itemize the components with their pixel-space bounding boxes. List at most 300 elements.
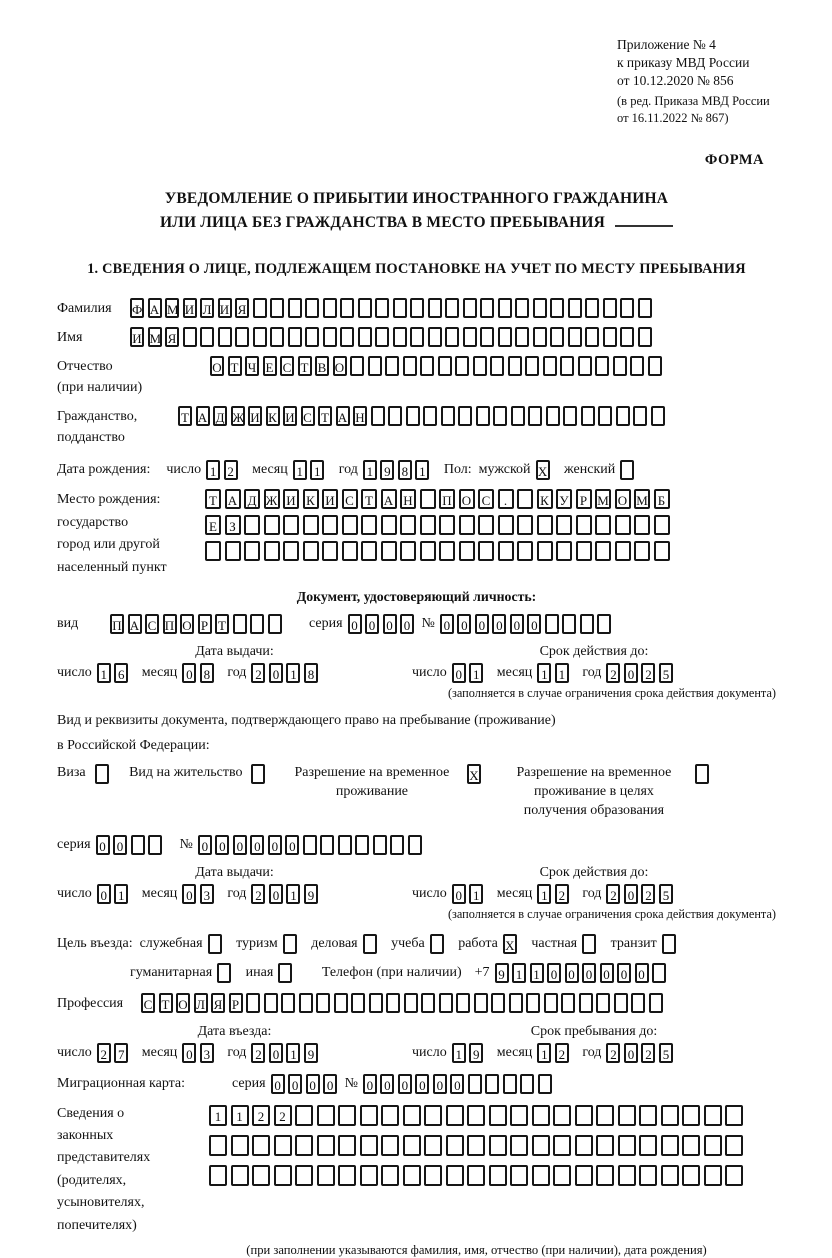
form-cell[interactable]: И xyxy=(218,298,232,318)
digit-cell[interactable]: 0 xyxy=(624,1043,638,1063)
form-cell[interactable] xyxy=(634,515,650,535)
form-cell[interactable]: 0 xyxy=(198,835,212,855)
form-cell[interactable] xyxy=(338,1135,356,1156)
digit-cell[interactable]: 2 xyxy=(251,884,265,904)
form-cell[interactable] xyxy=(253,327,267,347)
form-cell[interactable]: Р xyxy=(198,614,212,634)
digit-cell[interactable]: 0 xyxy=(182,884,196,904)
form-cell[interactable]: В xyxy=(315,356,329,376)
form-cell[interactable] xyxy=(288,298,302,318)
form-cell[interactable] xyxy=(503,1074,517,1094)
form-cell[interactable]: С xyxy=(145,614,159,634)
form-cell[interactable] xyxy=(550,298,564,318)
form-cell[interactable] xyxy=(498,541,514,561)
form-cell[interactable] xyxy=(264,993,278,1013)
form-cell[interactable] xyxy=(517,541,533,561)
digit-cell[interactable]: 1 xyxy=(286,663,300,683)
digit-cell[interactable]: 1 xyxy=(469,884,483,904)
form-cell[interactable] xyxy=(596,1105,614,1126)
form-cell[interactable]: П xyxy=(110,614,124,634)
digit-cell[interactable]: 8 xyxy=(200,663,214,683)
form-cell[interactable] xyxy=(420,515,436,535)
form-cell[interactable]: Т xyxy=(318,406,332,426)
form-cell[interactable]: 1 xyxy=(512,963,526,983)
digit-cell[interactable]: 9 xyxy=(469,1043,483,1063)
form-cell[interactable] xyxy=(424,1135,442,1156)
form-cell[interactable] xyxy=(532,1135,550,1156)
form-cell[interactable] xyxy=(553,1165,571,1186)
form-cell[interactable] xyxy=(317,1135,335,1156)
form-cell[interactable] xyxy=(618,1135,636,1156)
form-cell[interactable]: 0 xyxy=(285,835,299,855)
form-cell[interactable]: 0 xyxy=(600,963,614,983)
digit-cell[interactable]: 2 xyxy=(555,884,569,904)
form-cell[interactable] xyxy=(381,1165,399,1186)
form-cell[interactable] xyxy=(317,1165,335,1186)
digit-cell[interactable]: 2 xyxy=(606,1043,620,1063)
digit-cell[interactable]: 1 xyxy=(310,460,324,480)
form-cell[interactable]: Т xyxy=(205,489,221,509)
form-cell[interactable]: Т xyxy=(298,356,312,376)
form-cell[interactable]: И xyxy=(283,406,297,426)
form-cell[interactable] xyxy=(553,1105,571,1126)
form-cell[interactable] xyxy=(438,356,452,376)
form-cell[interactable] xyxy=(385,356,399,376)
form-cell[interactable] xyxy=(455,356,469,376)
digit-cell[interactable]: 2 xyxy=(641,884,655,904)
form-cell[interactable] xyxy=(654,515,670,535)
digit-cell[interactable]: 0 xyxy=(269,884,283,904)
checkbox-cell[interactable] xyxy=(363,934,377,954)
form-cell[interactable] xyxy=(478,515,494,535)
form-cell[interactable] xyxy=(350,356,364,376)
form-cell[interactable] xyxy=(445,327,459,347)
form-cell[interactable] xyxy=(575,1135,593,1156)
form-cell[interactable]: И xyxy=(248,406,262,426)
form-cell[interactable] xyxy=(595,356,609,376)
form-cell[interactable] xyxy=(358,327,372,347)
digit-cell[interactable]: 1 xyxy=(537,884,551,904)
form-cell[interactable] xyxy=(473,356,487,376)
form-cell[interactable] xyxy=(508,356,522,376)
digit-cell[interactable]: 2 xyxy=(251,663,265,683)
digit-cell[interactable]: 1 xyxy=(537,663,551,683)
digit-cell[interactable]: 1 xyxy=(555,663,569,683)
form-cell[interactable]: 0 xyxy=(400,614,414,634)
form-cell[interactable] xyxy=(639,1135,657,1156)
digit-cell[interactable]: 1 xyxy=(97,663,111,683)
form-cell[interactable]: К xyxy=(537,489,553,509)
form-cell[interactable] xyxy=(406,406,420,426)
form-cell[interactable] xyxy=(320,835,334,855)
form-cell[interactable] xyxy=(661,1105,679,1126)
form-cell[interactable]: Е xyxy=(205,515,221,535)
form-cell[interactable] xyxy=(544,993,558,1013)
form-cell[interactable] xyxy=(467,1105,485,1126)
form-cell[interactable]: 0 xyxy=(440,614,454,634)
form-cell[interactable]: 0 xyxy=(635,963,649,983)
digit-cell[interactable]: 3 xyxy=(200,884,214,904)
form-cell[interactable] xyxy=(420,541,436,561)
form-cell[interactable] xyxy=(476,406,490,426)
form-cell[interactable] xyxy=(388,406,402,426)
form-cell[interactable] xyxy=(305,327,319,347)
form-cell[interactable] xyxy=(561,993,575,1013)
form-cell[interactable] xyxy=(532,1165,550,1186)
form-cell[interactable] xyxy=(528,406,542,426)
form-cell[interactable] xyxy=(458,406,472,426)
form-cell[interactable] xyxy=(361,541,377,561)
form-cell[interactable]: Ж xyxy=(231,406,245,426)
form-cell[interactable] xyxy=(562,614,576,634)
form-cell[interactable] xyxy=(274,1135,292,1156)
form-cell[interactable] xyxy=(283,515,299,535)
form-cell[interactable] xyxy=(563,406,577,426)
digit-cell[interactable]: 5 xyxy=(659,884,673,904)
form-cell[interactable] xyxy=(403,356,417,376)
digit-cell[interactable]: 7 xyxy=(114,1043,128,1063)
form-cell[interactable] xyxy=(485,1074,499,1094)
checkbox-cell[interactable]: X xyxy=(467,764,481,784)
form-cell[interactable]: П xyxy=(439,489,455,509)
form-cell[interactable] xyxy=(537,515,553,535)
form-cell[interactable] xyxy=(403,1105,421,1126)
form-cell[interactable] xyxy=(467,1165,485,1186)
form-cell[interactable] xyxy=(474,993,488,1013)
form-cell[interactable] xyxy=(270,327,284,347)
form-cell[interactable] xyxy=(543,356,557,376)
digit-cell[interactable]: 1 xyxy=(452,1043,466,1063)
digit-cell[interactable]: 1 xyxy=(286,884,300,904)
form-cell[interactable]: 2 xyxy=(252,1105,270,1126)
form-cell[interactable] xyxy=(515,327,529,347)
form-cell[interactable] xyxy=(270,298,284,318)
form-cell[interactable] xyxy=(446,1105,464,1126)
digit-cell[interactable]: 0 xyxy=(182,663,196,683)
form-cell[interactable] xyxy=(468,1074,482,1094)
form-cell[interactable] xyxy=(446,1135,464,1156)
form-cell[interactable] xyxy=(616,406,630,426)
form-cell[interactable] xyxy=(498,327,512,347)
form-cell[interactable]: 0 xyxy=(582,963,596,983)
form-cell[interactable] xyxy=(295,1165,313,1186)
form-cell[interactable]: 0 xyxy=(363,1074,377,1094)
form-cell[interactable] xyxy=(355,835,369,855)
form-cell[interactable]: 0 xyxy=(527,614,541,634)
form-cell[interactable]: 9 xyxy=(495,963,509,983)
form-cell[interactable] xyxy=(682,1165,700,1186)
form-cell[interactable] xyxy=(478,541,494,561)
form-cell[interactable] xyxy=(633,406,647,426)
form-cell[interactable] xyxy=(463,327,477,347)
form-cell[interactable] xyxy=(639,1165,657,1186)
form-cell[interactable] xyxy=(652,963,666,983)
form-cell[interactable]: Т xyxy=(215,614,229,634)
form-cell[interactable] xyxy=(295,1105,313,1126)
form-cell[interactable]: Е xyxy=(263,356,277,376)
form-cell[interactable]: О xyxy=(210,356,224,376)
form-cell[interactable] xyxy=(400,541,416,561)
form-cell[interactable]: Д xyxy=(244,489,260,509)
form-cell[interactable]: Р xyxy=(229,993,243,1013)
digit-cell[interactable]: 2 xyxy=(555,1043,569,1063)
form-cell[interactable] xyxy=(375,298,389,318)
form-cell[interactable] xyxy=(704,1165,722,1186)
form-cell[interactable] xyxy=(334,993,348,1013)
checkbox-cell[interactable] xyxy=(278,963,292,983)
form-cell[interactable] xyxy=(299,993,313,1013)
form-cell[interactable] xyxy=(424,1105,442,1126)
digit-cell[interactable]: 1 xyxy=(415,460,429,480)
form-cell[interactable] xyxy=(371,406,385,426)
digit-cell[interactable]: 6 xyxy=(114,663,128,683)
form-cell[interactable] xyxy=(498,298,512,318)
form-cell[interactable] xyxy=(200,327,214,347)
form-cell[interactable] xyxy=(400,515,416,535)
form-cell[interactable]: Ж xyxy=(264,489,280,509)
form-cell[interactable] xyxy=(585,298,599,318)
form-cell[interactable] xyxy=(268,614,282,634)
form-cell[interactable] xyxy=(218,327,232,347)
form-cell[interactable] xyxy=(480,327,494,347)
form-cell[interactable] xyxy=(360,1165,378,1186)
form-cell[interactable] xyxy=(246,993,260,1013)
form-cell[interactable] xyxy=(250,614,264,634)
form-cell[interactable] xyxy=(595,541,611,561)
form-cell[interactable] xyxy=(393,327,407,347)
form-cell[interactable] xyxy=(511,406,525,426)
form-cell[interactable]: 0 xyxy=(113,835,127,855)
form-cell[interactable]: М xyxy=(165,298,179,318)
form-cell[interactable] xyxy=(361,515,377,535)
digit-cell[interactable]: 0 xyxy=(97,884,111,904)
form-cell[interactable] xyxy=(556,515,572,535)
form-cell[interactable]: 0 xyxy=(215,835,229,855)
form-cell[interactable] xyxy=(231,1135,249,1156)
form-cell[interactable]: А xyxy=(336,406,350,426)
form-cell[interactable]: 2 xyxy=(274,1105,292,1126)
form-cell[interactable] xyxy=(303,541,319,561)
form-cell[interactable] xyxy=(358,298,372,318)
form-cell[interactable] xyxy=(317,1105,335,1126)
form-cell[interactable]: М xyxy=(148,327,162,347)
form-cell[interactable] xyxy=(338,835,352,855)
form-cell[interactable] xyxy=(463,298,477,318)
digit-cell[interactable]: 1 xyxy=(114,884,128,904)
form-cell[interactable] xyxy=(510,1135,528,1156)
digit-cell[interactable]: 0 xyxy=(452,663,466,683)
form-cell[interactable]: П xyxy=(163,614,177,634)
form-cell[interactable] xyxy=(303,515,319,535)
form-cell[interactable] xyxy=(618,1165,636,1186)
form-cell[interactable] xyxy=(386,993,400,1013)
checkbox-cell[interactable] xyxy=(251,764,265,784)
form-cell[interactable] xyxy=(614,993,628,1013)
form-cell[interactable]: И xyxy=(183,298,197,318)
form-cell[interactable] xyxy=(533,298,547,318)
form-cell[interactable]: 0 xyxy=(510,614,524,634)
form-cell[interactable] xyxy=(639,1105,657,1126)
checkbox-cell[interactable]: X xyxy=(503,934,517,954)
form-cell[interactable] xyxy=(532,1105,550,1126)
form-cell[interactable]: И xyxy=(130,327,144,347)
digit-cell[interactable]: 1 xyxy=(293,460,307,480)
form-cell[interactable]: И xyxy=(283,489,299,509)
form-cell[interactable] xyxy=(725,1165,743,1186)
form-cell[interactable] xyxy=(375,327,389,347)
form-cell[interactable] xyxy=(439,541,455,561)
form-cell[interactable] xyxy=(597,614,611,634)
form-cell[interactable]: А xyxy=(381,489,397,509)
form-cell[interactable]: Т xyxy=(228,356,242,376)
form-cell[interactable] xyxy=(615,541,631,561)
form-cell[interactable] xyxy=(556,541,572,561)
form-cell[interactable] xyxy=(598,406,612,426)
form-cell[interactable] xyxy=(283,541,299,561)
form-cell[interactable] xyxy=(428,298,442,318)
checkbox-cell[interactable] xyxy=(95,764,109,784)
form-cell[interactable] xyxy=(560,356,574,376)
form-cell[interactable]: . xyxy=(498,489,514,509)
digit-cell[interactable]: 0 xyxy=(624,663,638,683)
form-cell[interactable] xyxy=(480,298,494,318)
form-cell[interactable]: Д xyxy=(213,406,227,426)
form-cell[interactable] xyxy=(576,541,592,561)
form-cell[interactable] xyxy=(603,298,617,318)
form-cell[interactable] xyxy=(264,541,280,561)
form-cell[interactable] xyxy=(403,1165,421,1186)
form-cell[interactable] xyxy=(421,993,435,1013)
form-cell[interactable] xyxy=(510,1105,528,1126)
form-cell[interactable]: 1 xyxy=(209,1105,227,1126)
digit-cell[interactable]: 9 xyxy=(380,460,394,480)
form-cell[interactable] xyxy=(581,406,595,426)
form-cell[interactable]: Я xyxy=(211,993,225,1013)
form-cell[interactable] xyxy=(305,298,319,318)
digit-cell[interactable]: 0 xyxy=(269,663,283,683)
form-cell[interactable]: 0 xyxy=(617,963,631,983)
form-cell[interactable]: У xyxy=(556,489,572,509)
form-cell[interactable] xyxy=(428,327,442,347)
form-cell[interactable] xyxy=(620,327,634,347)
form-cell[interactable]: Т xyxy=(159,993,173,1013)
digit-cell[interactable]: 9 xyxy=(304,1043,318,1063)
form-cell[interactable] xyxy=(342,541,358,561)
form-cell[interactable] xyxy=(638,327,652,347)
form-cell[interactable] xyxy=(252,1135,270,1156)
checkbox-cell[interactable] xyxy=(695,764,709,784)
form-cell[interactable] xyxy=(576,515,592,535)
form-cell[interactable]: К xyxy=(303,489,319,509)
form-cell[interactable] xyxy=(537,541,553,561)
form-cell[interactable] xyxy=(439,993,453,1013)
form-cell[interactable]: А xyxy=(225,489,241,509)
form-cell[interactable] xyxy=(579,993,593,1013)
form-cell[interactable] xyxy=(615,515,631,535)
form-cell[interactable] xyxy=(498,515,514,535)
form-cell[interactable] xyxy=(446,1165,464,1186)
digit-cell[interactable]: 9 xyxy=(304,884,318,904)
form-cell[interactable] xyxy=(420,356,434,376)
checkbox-cell[interactable]: X xyxy=(536,460,550,480)
form-cell[interactable] xyxy=(381,1105,399,1126)
form-cell[interactable] xyxy=(682,1105,700,1126)
form-cell[interactable] xyxy=(441,406,455,426)
form-cell[interactable]: Р xyxy=(576,489,592,509)
form-cell[interactable] xyxy=(323,298,337,318)
form-cell[interactable]: 0 xyxy=(250,835,264,855)
form-cell[interactable]: С xyxy=(478,489,494,509)
form-cell[interactable]: 0 xyxy=(365,614,379,634)
form-cell[interactable] xyxy=(131,835,145,855)
checkbox-cell[interactable] xyxy=(217,963,231,983)
form-cell[interactable] xyxy=(725,1135,743,1156)
form-cell[interactable] xyxy=(439,515,455,535)
digit-cell[interactable]: 8 xyxy=(398,460,412,480)
form-cell[interactable] xyxy=(373,835,387,855)
digit-cell[interactable]: 3 xyxy=(200,1043,214,1063)
form-cell[interactable]: 0 xyxy=(475,614,489,634)
checkbox-cell[interactable] xyxy=(620,460,634,480)
form-cell[interactable] xyxy=(381,1135,399,1156)
form-cell[interactable]: Б xyxy=(654,489,670,509)
form-cell[interactable] xyxy=(368,356,382,376)
checkbox-cell[interactable] xyxy=(208,934,222,954)
form-cell[interactable]: Л xyxy=(194,993,208,1013)
form-cell[interactable]: О xyxy=(176,993,190,1013)
form-cell[interactable] xyxy=(575,1105,593,1126)
form-cell[interactable] xyxy=(595,515,611,535)
form-cell[interactable] xyxy=(459,541,475,561)
form-cell[interactable]: С xyxy=(342,489,358,509)
form-cell[interactable]: А xyxy=(196,406,210,426)
form-cell[interactable]: 0 xyxy=(96,835,110,855)
form-cell[interactable] xyxy=(651,406,665,426)
form-cell[interactable]: 0 xyxy=(271,1074,285,1094)
form-cell[interactable]: 0 xyxy=(415,1074,429,1094)
form-cell[interactable] xyxy=(553,1135,571,1156)
form-cell[interactable]: А xyxy=(128,614,142,634)
form-cell[interactable]: Я xyxy=(165,327,179,347)
form-cell[interactable]: 0 xyxy=(383,614,397,634)
form-cell[interactable]: 0 xyxy=(233,835,247,855)
form-cell[interactable]: 0 xyxy=(348,614,362,634)
form-cell[interactable] xyxy=(630,356,644,376)
digit-cell[interactable]: 5 xyxy=(659,1043,673,1063)
form-cell[interactable]: 0 xyxy=(450,1074,464,1094)
form-cell[interactable] xyxy=(338,1105,356,1126)
form-cell[interactable] xyxy=(682,1135,700,1156)
form-cell[interactable] xyxy=(393,298,407,318)
form-cell[interactable] xyxy=(252,1165,270,1186)
digit-cell[interactable]: 5 xyxy=(659,663,673,683)
digit-cell[interactable]: 1 xyxy=(206,460,220,480)
form-cell[interactable] xyxy=(648,356,662,376)
form-cell[interactable] xyxy=(381,541,397,561)
form-cell[interactable] xyxy=(704,1135,722,1156)
form-cell[interactable] xyxy=(517,489,533,509)
form-cell[interactable]: 0 xyxy=(457,614,471,634)
form-cell[interactable]: Ф xyxy=(130,298,144,318)
form-cell[interactable] xyxy=(634,541,650,561)
form-cell[interactable]: 0 xyxy=(323,1074,337,1094)
form-cell[interactable] xyxy=(148,835,162,855)
digit-cell[interactable]: 1 xyxy=(537,1043,551,1063)
digit-cell[interactable]: 2 xyxy=(97,1043,111,1063)
form-cell[interactable] xyxy=(322,541,338,561)
digit-cell[interactable]: 0 xyxy=(452,884,466,904)
form-cell[interactable] xyxy=(578,356,592,376)
